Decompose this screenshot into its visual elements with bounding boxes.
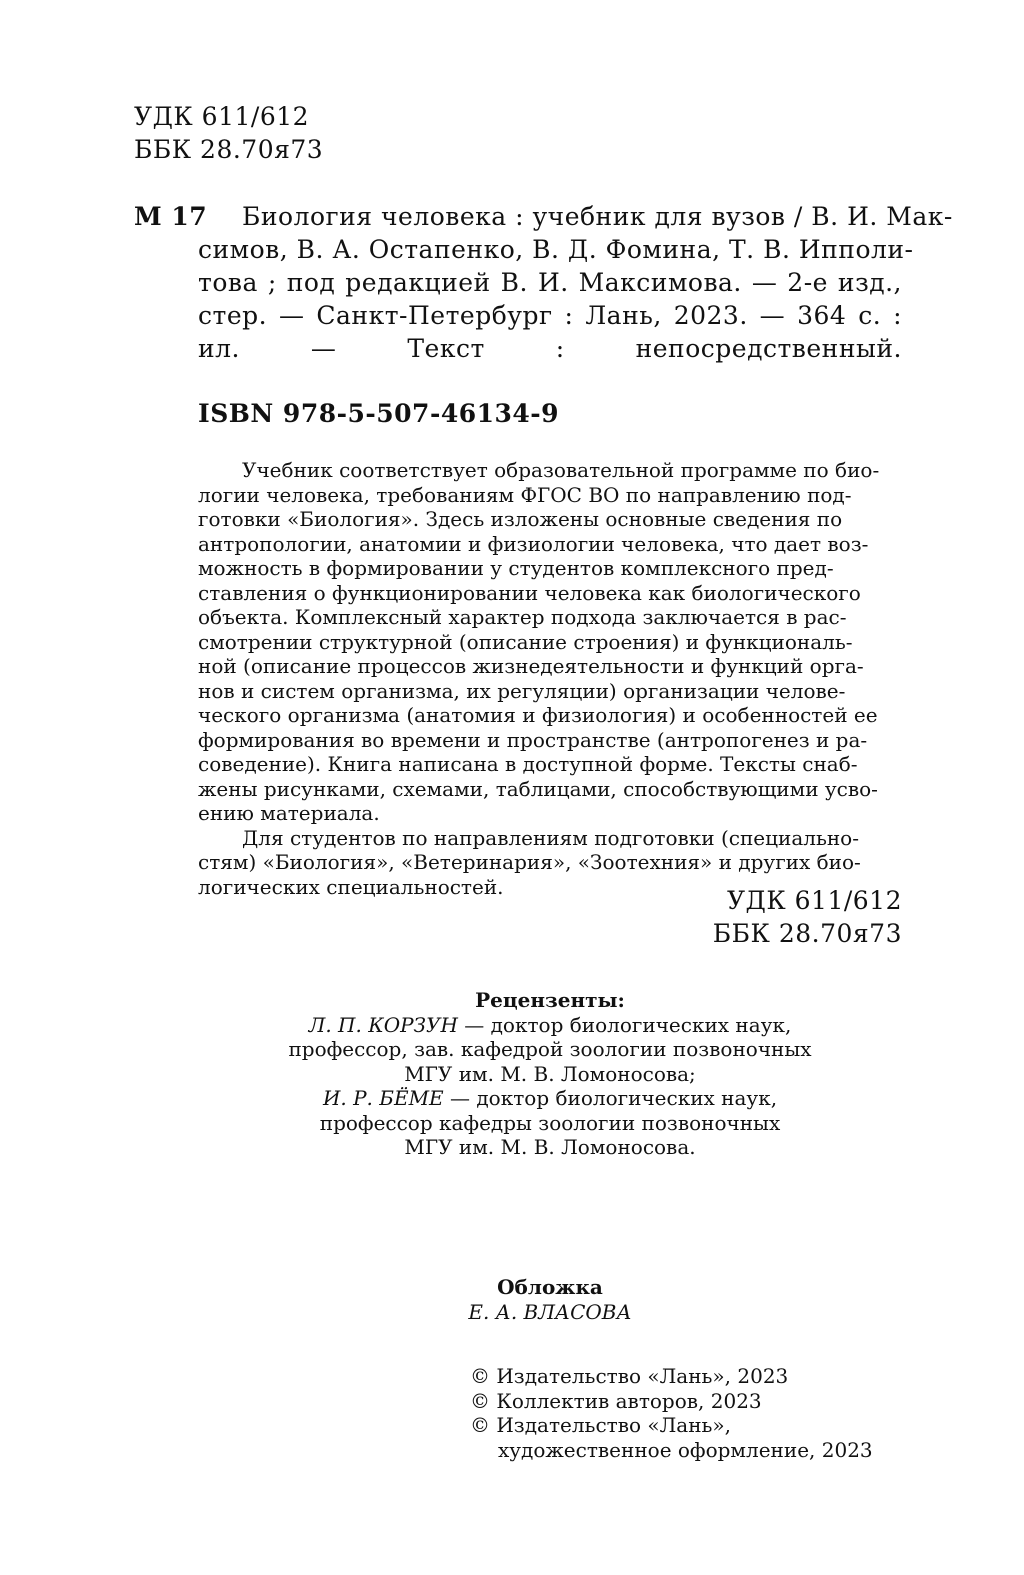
copyright-line: © Коллектив авторов, 2023	[470, 1388, 762, 1413]
cover-designer: Е. А. ВЛАСОВА	[468, 1299, 632, 1324]
udk-code-repeat: УДК 611/612	[726, 886, 902, 915]
bbk-code: ББК 28.70я73	[134, 135, 324, 164]
reviewer-2-line-2: профессор кафедры зоологии позвоночных	[319, 1110, 781, 1135]
annotation-line: ставления о функционировании человека как биологического	[198, 580, 861, 605]
annotation-line: объекта. Комплексный характер подхода заключается в рас-	[198, 605, 847, 629]
reviewer-2-line-3: МГУ им. М. В. Ломоносова.	[404, 1135, 696, 1159]
bibliographic-line: симов, В. А. Остапенко, В. Д. Фомина, Т. В. Ипполи-	[198, 235, 914, 264]
annotation	[198, 458, 902, 899]
reviewer-2	[198, 1086, 902, 1160]
reviewers-heading: Рецензенты:	[475, 988, 625, 1012]
annotation-line: смотрении структурной (описание строения) и функциональ-	[198, 629, 853, 654]
cover-credit	[398, 1275, 702, 1324]
reviewer-1-line-3: МГУ им. М. В. Ломоносова;	[404, 1061, 696, 1086]
annotation-line: стям) «Биология», «Ветеринария», «Зоотехния» и других био-	[198, 850, 861, 874]
annotation-line: логии человека, требованиям ФГОС ВО по направлению под-	[198, 482, 852, 507]
reviewers-block	[198, 988, 902, 1160]
bibliographic-line: Биология человека : учебник для вузов / В. И. Мак-	[242, 202, 953, 231]
annotation-line: ческого организма (анатомия и физиология) и особенностей ее	[198, 703, 878, 727]
reviewer-title: — доктор биологических наук,	[457, 1012, 792, 1037]
annotation-line: соведение). Книга написана в доступной форме. Тексты снаб-	[198, 752, 858, 776]
annotation-line: Для студентов по направлениям подготовки (специально-	[242, 825, 859, 850]
classification-block-repeat	[560, 884, 902, 950]
reviewer-2-line-1	[198, 1086, 902, 1111]
reviewer-1	[198, 1013, 902, 1087]
copyright-block	[470, 1364, 910, 1462]
udk-code: УДК 611/612	[134, 102, 310, 131]
annotation-paragraph-1	[198, 458, 902, 826]
copyright-line: © Издательство «Лань», 2023	[470, 1364, 789, 1388]
bibliographic-description	[198, 200, 953, 365]
annotation-line: можность в формировании у студентов комплексного пред-	[198, 556, 834, 580]
annotation-line: ению материала.	[198, 801, 380, 825]
bibliographic-line: стер. — Санкт-Петербург : Лань, 2023. — 364 с. :	[198, 301, 902, 330]
author-mark: М 17	[134, 202, 208, 231]
annotation-line: формирования во времени и пространстве (антропогенез и ра-	[198, 727, 868, 752]
reviewer-1-line-1	[198, 1013, 902, 1038]
annotation-line: Учебник соответствует образовательной программе по био-	[242, 458, 880, 482]
bbk-code-repeat: ББК 28.70я73	[712, 919, 902, 948]
reviewer-1-line-2: профессор, зав. кафедрой зоологии позвоночных	[288, 1037, 812, 1061]
isbn: ISBN 978-5-507-46134-9	[198, 399, 560, 428]
annotation-line: жены рисунками, схемами, таблицами, способствующими усво-	[198, 776, 878, 801]
bibliographic-line: това ; под редакцией В. И. Максимова. — 2-е изд.,	[198, 268, 902, 297]
copyright-line: © Издательство «Лань»,	[470, 1413, 732, 1437]
annotation-line: логических специальностей.	[198, 874, 504, 899]
reviewer-name: И. Р. БЁМЕ	[322, 1086, 444, 1110]
annotation-line: готовки «Биология». Здесь изложены основные сведения по	[198, 507, 843, 531]
classification-block	[134, 100, 323, 166]
annotation-line: нов и систем организма, их регуляции) организации челове-	[198, 678, 846, 703]
cover-heading: Обложка	[497, 1275, 603, 1299]
reviewer-name: Л. П. КОРЗУН	[308, 1012, 458, 1037]
annotation-line: ной (описание процессов жизнедеятельности и функций орга-	[198, 654, 864, 678]
reviewer-title: — доктор биологических наук,	[443, 1086, 778, 1110]
copyright-line: художественное оформление, 2023	[498, 1437, 873, 1462]
annotation-line: антропологии, анатомии и физиологии человека, что дает воз-	[198, 531, 869, 556]
bibliographic-line: ил. — Текст : непосредственный.	[198, 334, 902, 363]
